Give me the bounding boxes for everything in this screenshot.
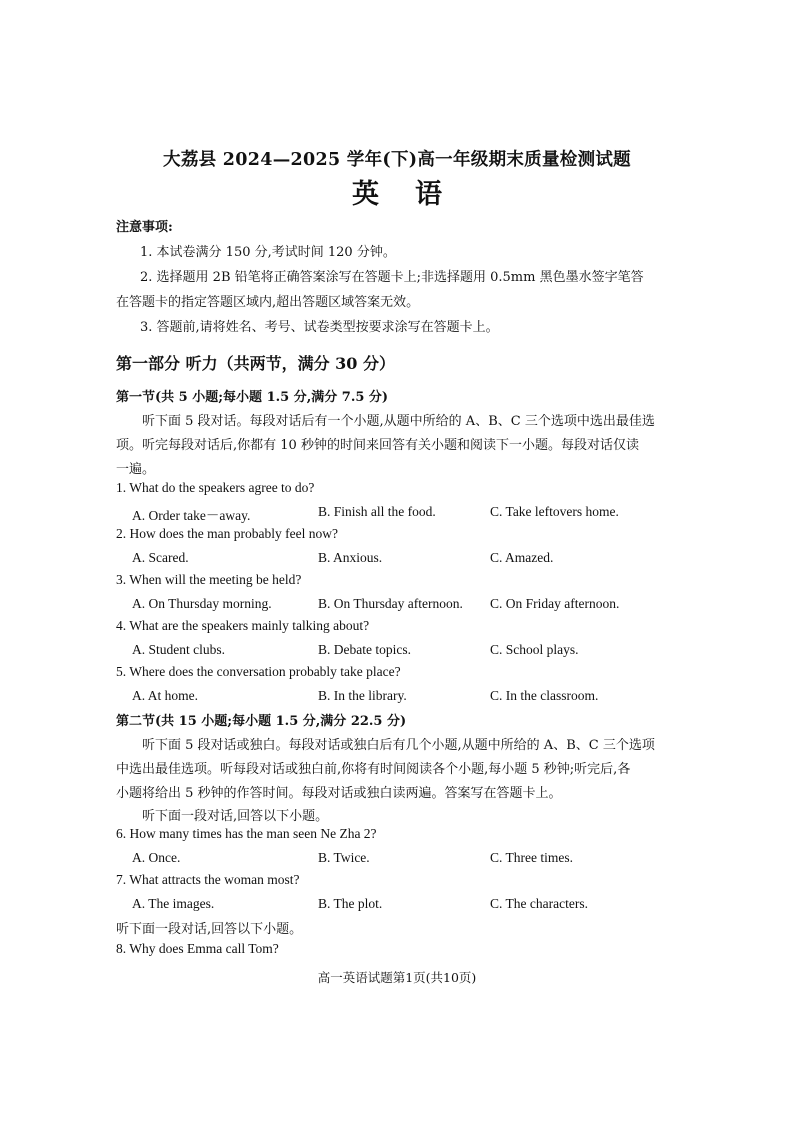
question-7-options [132,896,652,914]
option-b: B. In the library. [318,688,407,703]
part1-heading: 第一部分 听力（共两节，满分 30 分） [116,354,395,373]
section1-instructions-line3: 一遍。 [116,462,156,477]
option-a: A. The images. [132,896,215,911]
option-c: C. In the classroom. [490,688,599,703]
question-3-stem: 3. When will the meeting be held? [116,572,302,587]
option-b: B. Anxious. [318,550,383,565]
section1-instructions-line1: 听下面 5 段对话。每段对话后有一个小题,从题中所给的 A、B、C 三个选项中选出最佳选 [142,414,655,429]
option-c: C. Take leftovers home. [490,504,619,519]
option-b: B. Debate topics. [318,642,411,657]
option-c: C. The characters. [490,896,588,911]
option-a: A. Scared. [132,550,189,565]
option-b: B. Twice. [318,850,370,865]
option-a: A. At home. [132,688,198,703]
note-item-3: 3. 答题前,请将姓名、考号、试卷类型按要求涂写在答题卡上。 [140,320,499,335]
section1-instructions-line2: 项。听完每段对话后,你都有 10 秒钟的时间来回答有关小题和阅读下一小题。每段对话仅读 [116,438,639,453]
section2-heading: 第二节(共 15 小题;每小题 1.5 分,满分 22.5 分) [116,714,407,729]
question-6-options [132,850,652,868]
question-1-options [132,504,652,522]
option-c: C. Three times. [490,850,573,865]
option-c: C. On Friday afternoon. [490,596,620,611]
question-5-options [132,688,652,706]
question-7-stem: 7. What attracts the woman most? [116,872,300,887]
exam-subject: 英语 [352,179,478,210]
question-1-stem: 1. What do the speakers agree to do? [116,480,315,495]
note-item-1: 1. 本试卷满分 150 分,考试时间 120 分钟。 [140,245,396,260]
option-c: C. Amazed. [490,550,554,565]
section2-instructions-line3: 小题将给出 5 秒钟的作答时间。每段对话或独白读两遍。答案写在答题卡上。 [116,786,562,801]
option-b: B. Finish all the food. [318,504,436,519]
notes-heading: 注意事项: [116,220,173,235]
section2-lead-2: 听下面一段对话,回答以下小题。 [116,922,303,937]
option-a: A. Once. [132,850,181,865]
exam-title: 大荔县 2024—2025 学年(下)高一年级期末质量检测试题 [163,150,631,170]
option-a: A. On Thursday morning. [132,596,272,611]
page-footer: 高一英语试题第1页(共10页) [317,970,477,985]
question-6-stem: 6. How many times has the man seen Ne Zha 2? [116,826,377,841]
option-a: A. Student clubs. [132,642,225,657]
section1-heading: 第一节(共 5 小题;每小题 1.5 分,满分 7.5 分) [116,390,389,405]
option-b: B. The plot. [318,896,383,911]
note-item-2-continued: 在答题卡的指定答题区域内,超出答题区域答案无效。 [116,295,420,310]
option-a: A. Order take－away. [132,508,251,523]
option-b: B. On Thursday afternoon. [318,596,463,611]
section2-lead-1: 听下面一段对话,回答以下小题。 [142,809,329,824]
question-2-options [132,550,652,568]
question-4-options [132,642,652,660]
option-c: C. School plays. [490,642,579,657]
question-2-stem: 2. How does the man probably feel now? [116,526,338,541]
question-4-stem: 4. What are the speakers mainly talking about? [116,618,370,633]
section2-instructions-line2: 中选出最佳选项。听每段对话或独白前,你将有时间阅读各个小题,每小题 5 秒钟;听完后,各 [116,762,631,777]
question-3-options [132,596,652,614]
note-item-2: 2. 选择题用 2B 铅笔将正确答案涂写在答题卡上;非选择题用 0.5mm 黑色墨水签字笔答 [140,270,644,285]
section2-instructions-line1: 听下面 5 段对话或独白。每段对话或独白后有几个小题,从题中所给的 A、B、C 三个选项 [142,738,655,753]
question-8-stem: 8. Why does Emma call Tom? [116,941,279,956]
question-5-stem: 5. Where does the conversation probably take place? [116,664,401,679]
